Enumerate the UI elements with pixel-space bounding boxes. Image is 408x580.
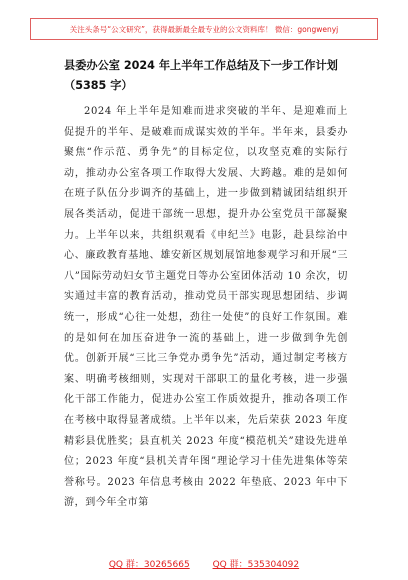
qq-group-link-1[interactable]: QQ 群：30265665 — [108, 560, 190, 570]
document-body — [64, 102, 348, 514]
document-title: 县委办公室 2024 年上半年工作总结及下一步工作计划（5385 字） — [64, 59, 338, 92]
body-paragraph: 2024 年上半年是知难而进求突破的半年、是迎难而上促提升的半年、是破难而成谋实效的半年。半年来，县委办聚焦“作示范、勇争先”的目标定位，以攻坚克难的实际行动，推动办公室各项工作取得大发展、大跨越。难的是如何在班子队伍分步调齐的基础上，进一步做到精诚团结组织开展各类活动，促进干部统一思想，提升办公室党员干部凝聚力。上半年以来，共组织观看《申纪兰》电影，赴县综治中心、廉政教育基地、雄安新区规划展馆地参观学习和开展“三八”国际劳动妇女节主题党日等办公室团体活动 10 余次，切实通过丰富的教育活动，推动党员干部实现思想团结、步调统一，形成“心往一处想，劲往一处使”的良好工作氛围。难的是如何在加压奋进争一流的基础上，进一步做到争先创优。创新开展“三比三争党办勇争先”活动，通过制定考核方案、明确考核细则，实现对干部职工的量化考核，进一步强化干部工作能力，促进办公室工作质效提升，推动各项工作在考核中取得显著成绩。上半年以来，先后荣获 2023 年度精彩县优胜奖；县直机关 2023 年度“模范机关”建设先进单位；2023 年度“县机关青年图”理论学习十佳先进集体等荣誉称号。2023 年信息考核由 2022 年垫底、2023 年中下游，到今年全市第 — [64, 106, 348, 509]
promo-banner: 关注头条号“公文研究”，获得最新最全最专业的公文资料库！ 微信：gongwenyj — [30, 18, 378, 40]
footer-contact — [0, 555, 408, 575]
qq-group-link-2[interactable]: QQ 群：535304092 — [212, 560, 300, 570]
